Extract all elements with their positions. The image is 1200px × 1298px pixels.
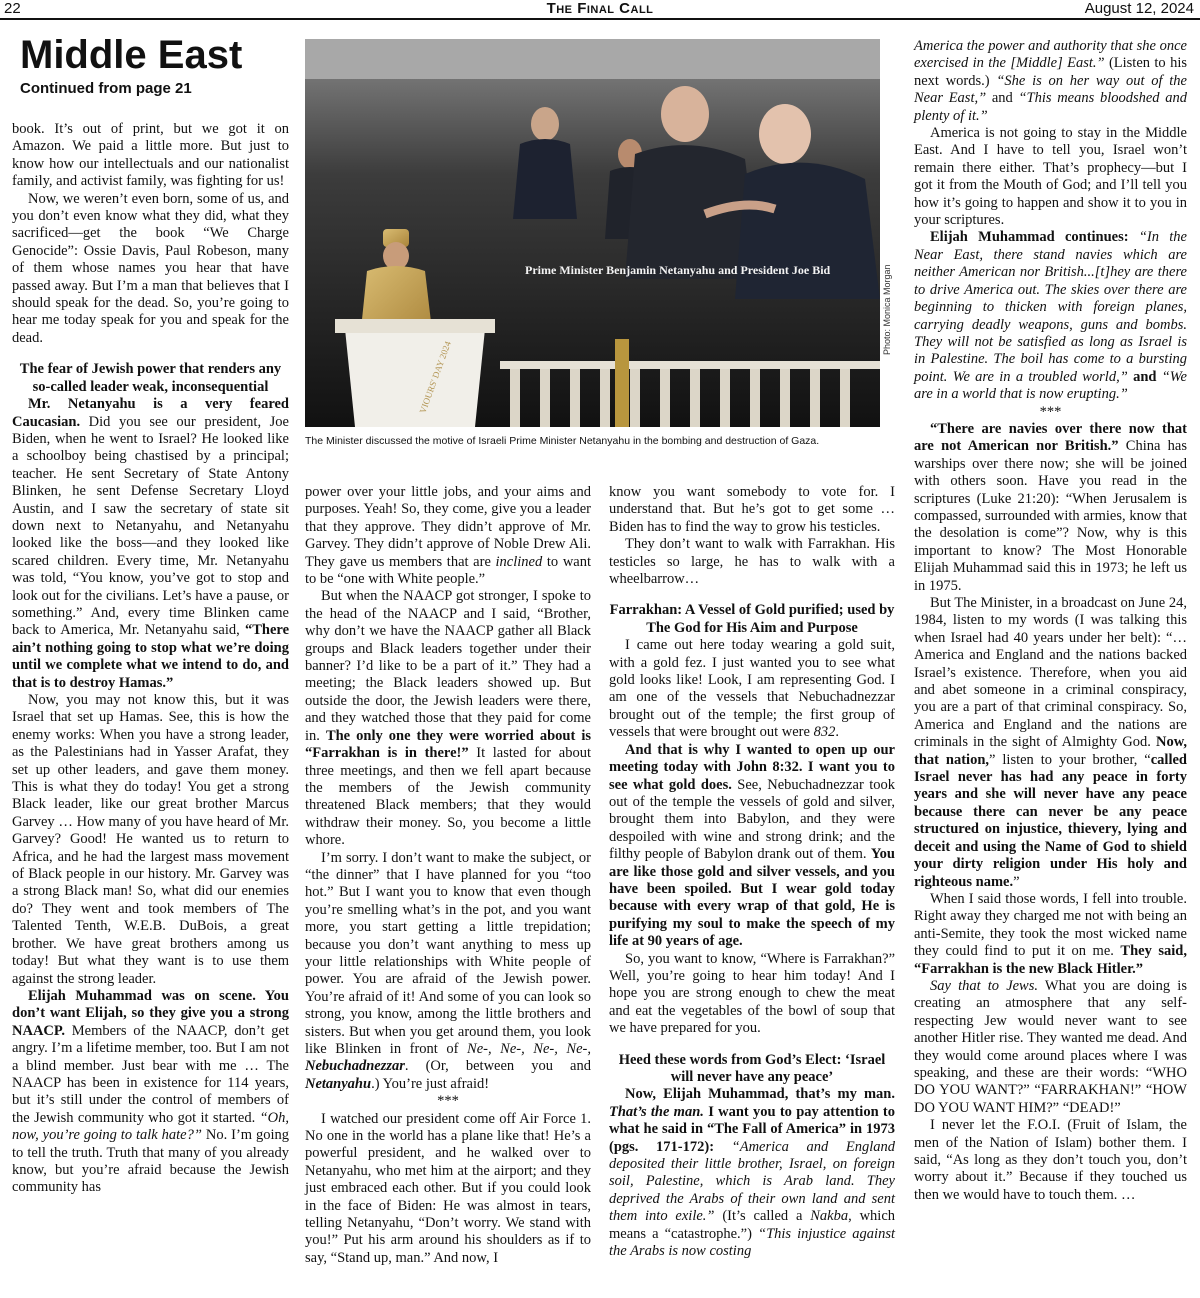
article-photo	[305, 39, 880, 427]
paragraph: Say that to Jews. What you are doing is creating an atmosphere that any self-respecting Jew would never want to see another Hitler rise. They wanted me dead. And they would come around places where I was speaking, and these are their words: “WHO DO YOU WANT?” “FARRAKHAN!” “HOW DO YOU WANT HIM?” “DEAD!”	[914, 977, 1187, 1116]
page-header	[0, 0, 1200, 20]
podium-text: VIOURS' DAY 2024	[417, 339, 453, 415]
paragraph: When I said those words, I fell into trouble. Right away they charged me not with being an anti-Semite, they took the most wicked name they could find to put it on me. They said, “Farrakhan is the new Black Hitler.”	[914, 890, 1187, 977]
paragraph: Now, we weren’t even born, some of us, and you don’t even know what they did, what they sacrificed—get the book “We Charge Genocide”: Ossie Davis, Paul Robeson, many of them whose names you hear that have passed away. But I’m a man that believes that I should speak for the dead. So, you’re going to hear me today speak for you and speak for the dead.	[12, 190, 289, 346]
article-column-1	[12, 121, 289, 1197]
paragraph: Now, you may not know this, but it was Israel that set up Hamas. See, this is how the enemy works: When you have a strong leader, as the Palestinians had in Yasser Arafat, they set up other leaders, and gave them money. This is what they do today! You get a strong Black leader, like our great brother Marcus Garvey … How many of you have heard of Mr. Garvey? Good! He wanted us to return to Africa, and he had the largest mass movement of Black people in our history. Mr. Garvey was a strong Black man! So, what did our enemies do? They went and took members of The Talented Tenth, W.E.B. DuBois, a great brother. We have great brothers among us today! But what they want is to use them against the strong leader.	[12, 692, 289, 987]
paragraph: They don’t want to walk with Farrakhan. His testicles so large, he has to walk with a wheelbarrow…	[609, 536, 895, 588]
paragraph: power over your little jobs, and your aims and purposes. Yeah! So, they come, give you a leader that they approve. They didn’t approve of Mr. Garvey. They didn’t approve of Noble Drew Ali. They gave us members that are inclined to want to be “one with White people.”	[305, 484, 592, 588]
publication-name: The Final Call	[546, 0, 654, 17]
section-break: ***	[437, 1093, 459, 1110]
paragraph: America is not going to stay in the Middle East. And I have to tell you, Israel won’t remain there either. That’s prophecy—but I got it from the Mouth of God; and I’ll tell you how it’s going to happen and show it to you in your scriptures.	[914, 125, 1187, 229]
paragraph: “There are navies over there now that are not American nor British.” China has warships over there now; she will be joined with others soon. Have you read in the scriptures (Luke 21:20): “When Jerusalem is compassed, surrounded with armies, know that the desolation is come”? Now, why is this important to know? The Most Honorable Elijah Muhammad said this in 1973; he left us in 1975.	[914, 420, 1188, 594]
subheading: Heed these words from God’s Elect: ‘Israel will never have any peace’	[618, 1051, 886, 1085]
paragraph: And that is why I wanted to open up our meeting today with John 8:32. I want you to see what gold does. See, Nebuchadnezzar took out of the temple the vessels of gold and silver, brought them into Babylon, and they were despoiled with wine and strong drink; and the filthy people of Babylon drank out of them. You are like those gold and silver vessels, and you have been spoiled. But I wear gold today because with every wrap of that gold, He is purifying my soul to make the speech of my life at 90 years of age.	[609, 741, 895, 950]
paragraph: know you want somebody to vote for. I understand that. But he’s got to get some … Biden has to find the way to grow his testicles.	[609, 484, 895, 535]
photo-credit: Photo: Monica Morgan	[882, 264, 892, 355]
photo-caption: The Minister discussed the motive of Israeli Prime Minister Netanyahu in the bombing and destruction of Gaza.	[305, 435, 820, 447]
photo-illustration	[305, 39, 880, 427]
subheading: The fear of Jewish power that renders any so-called leader weak, inconsequential	[19, 361, 282, 395]
section-title: Middle East	[20, 33, 243, 77]
page-number: 22	[4, 0, 21, 17]
paragraph: But when the NAACP got stronger, I spoke to the head of the NAACP and I said, “Brother, why don’t we have the NAACP gather all Black groups and Black leaders together under their banner? I’d like to be a part of it.” They had a meeting; the Black leaders showed up. But outside the door, the Jewish leaders were there, and they watched those that they paid for come in. The only one they were worried about is “Farrakhan is in there!” It lasted for about three meetings, and then we fell apart because the members of the Jewish community threatened Black members; that they would withdraw their money. So, you become a little whore.	[305, 588, 591, 849]
paragraph: I never let the F.O.I. (Fruit of Islam, the men of the Nation of Islam) bother them. I said, “As long as they don’t touch you, don’t worry about it.” Because if they touched us then we would have to touch them. …	[914, 1117, 1187, 1203]
paragraph: I came out here today wearing a gold suit, with a gold fez. I just wanted you to see what gold looks like! Look, I am representing God. I am one of the vessels that Nebuchadnezzar brought out of the temple; the first group of vessels that were brought out were 832.	[609, 637, 895, 741]
article-column-4	[914, 38, 1187, 1204]
section-break: ***	[1039, 403, 1062, 420]
paragraph: Now, Elijah Muhammad, that’s my man. That’s the man. I want you to pay attention to what he said in “The Fall of America” in 1973 (pgs. 171-172): “America and England deposited their little brother, Israel, on foreign soil, Palestine, which is Arab land. They deprived the Arabs of their own land and sent them into exile.” (It’s called a Nakba, which means a “catastrophe.”) “This injustice against the Arabs is now costing	[609, 1086, 896, 1260]
paragraph: Elijah Muhammad continues: “In the Near East, there stand navies which are neither American nor British...[t]hey are there to drive America out. The skies over there are beginning to thicken with foreign planes, carrying deadly weapons, guns and bombs. They will not be satisfied as long as Israel is in Palestine. The boil has come to a bursting point. We are in a troubled world,” and “We are in a world that is now erupting.”	[914, 229, 1187, 403]
paragraph: book. It’s out of print, but we got it on Amazon. We paid a little more. But just to know how our intellectuals and our nationalist family, and activist family, was fighting for us!	[12, 121, 289, 190]
paragraph: I watched our president come off Air Force 1. No one in the world has a plane like that! He’s a powerful president, and he walked over to Netanyahu, who met him at the airport; and they just embraced each other. But if you could look in the face of Biden: He was almost in tears, telling Netanyahu, “Don’t worry. We stand with you!” Put his arm around his shoulders as if to say, “Stand up, man.” And now, I	[305, 1110, 591, 1266]
paragraph: I’m sorry. I don’t want to make the subject, or “the dinner” that I have planned for you “too hot.” But I want you to know that even though you’re smelling what’s in the pot, and you want more, you start getting a little trepidation; because you don’t want anything to mess up your little relationships with White people of power. You are afraid of the Jewish power. You’re afraid of it! And some of you can look so strong, you know, among the little brothers and sisters. But when you get around them, you look like Blinken in front of Ne-, Ne-, Ne-, Ne-, Nebuchadnezzar. (Or, between you and Netanyahu.) You’re just afraid!	[305, 849, 591, 1092]
article-column-3	[609, 484, 895, 1260]
paragraph: Mr. Netanyahu is a very feared Caucasian. Did you see our president, Joe Biden, when he went to Israel? He looked like a schoolboy being chastised by a principal; teacher. He sent Secretary of State Antony Blinken, he sent Defense Secretary Lloyd Austin, and I saw the secretary of state sit down next to Netanyahu, and Netanyahu looked like the boss—and they looked like scared children. Every time, Mr. Netanyahu was told, “You know, you’ve got to stop and look out for the civilians. Let’s have a pause, or something.” And, every time Blinken came back to America, Mr. Netanyahu said, “There ain’t nothing going to stop what we’re doing until we complete what we intend to do, and that is to destroy Hamas.”	[12, 396, 289, 691]
continued-label: Continued from page 21	[20, 80, 192, 97]
subheading: Farrakhan: A Vessel of Gold purified; used by The God for His Aim and Purpose	[609, 602, 895, 636]
photo-overlay-text: Prime Minister Benjamin Netanyahu and President Joe Bid	[525, 263, 831, 277]
paragraph: But The Minister, in a broadcast on June 24, 1984, listen to my words (I was talking this when Israel had 40 years under her belt): “… America and England and the nations backed Israel’s existence. Therefore, when you aid and abet someone in a criminal conspiracy, you are a part of that criminal conspiracy. So, America and England and the nations are criminals in the sight of Almighty God. Now, that nation,” listen to your brother, “called Israel never has had any peace in forty years and she will never have any peace because there can never be any peace structured on injustice, thievery, lying and deceit and using the Name of God to shield your dirty religion under His holy and righteous name.”	[914, 595, 1187, 890]
article-column-2	[305, 484, 591, 1267]
paragraph: America the power and authority that she once exercised in the [Middle] East.” (Listen to his next words.) “She is on her way out of the Near East,” and “This means bloodshed and plenty of it.”	[914, 38, 1187, 124]
paragraph: Elijah Muhammad was on scene. You don’t want Elijah, so they give you a strong NAACP. Members of the NAACP, don’t get angry. I’m a lifetime member, too. But I am not a blind member. Just bear with me … The NAACP has been in existence for 114 years, but it’s still under the control of members of the Jewish community who got it started. “Oh, now, you’re going to talk hate?” No. I’m going to tell the truth. Truth that many of you already know, but you’re afraid because the Jewish community has	[12, 987, 289, 1196]
paragraph: So, you want to know, “Where is Farrakhan?” Well, you’re going to hear him today! And I hope you are strong enough to chew the meat and eat the vegetables of the bowl of soup that we have prepared for you.	[609, 950, 895, 1037]
issue-date: August 12, 2024	[1084, 0, 1194, 17]
